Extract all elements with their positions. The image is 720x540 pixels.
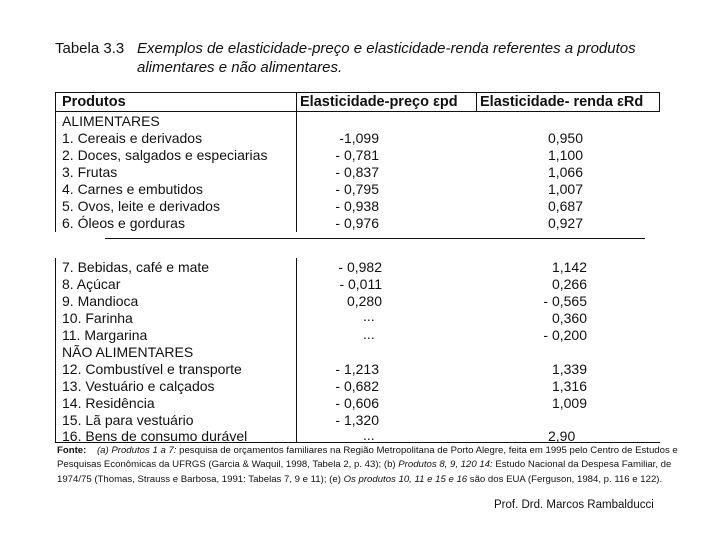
note-products-8-14: Produtos 8, 9, 120 14: (398, 459, 493, 471)
header-price-elasticity: Elasticidade-preço εpd (300, 94, 458, 110)
row-price: ... (363, 326, 375, 342)
row-income: 1,316 (551, 378, 587, 394)
row-name: 10. Farinha (62, 310, 133, 326)
col-divider-2 (476, 92, 477, 112)
note-text-b: Estudo Nacional da Despesa Familiar, de 1974/75 (Thomas, Strauss e Barbosa, 1991: Tabelas 7, 9 e 11); (e) (57, 459, 672, 485)
left-border-bottom (55, 258, 56, 442)
row-income: 1,339 (551, 361, 587, 377)
row-name: 1. Cereais e derivados (62, 130, 203, 146)
note-products-1-7: (a) Produtos 1 a 7: (96, 445, 177, 456)
row-income: 0,266 (551, 276, 587, 292)
source-notes (57, 444, 697, 487)
mid-rule (105, 238, 645, 239)
row-income: 1,142 (551, 259, 587, 275)
row-price: 0,280 (346, 293, 382, 309)
row-income: 0,950 (547, 130, 583, 146)
left-border-top (55, 92, 56, 232)
row-income: 1,007 (547, 181, 583, 197)
row-price: - 0,011 (339, 276, 382, 292)
note-text-c: são dos EUA (Ferguson, 1984, p. 116 e 122). (469, 473, 663, 485)
row-income: 1,066 (547, 164, 583, 180)
row-price: -1,099 (339, 130, 379, 146)
row-name: 4. Carnes e embutidos (62, 181, 203, 197)
row-name: 13. Vestuário e calçados (62, 378, 215, 394)
table-label: Tabela 3.3 (55, 40, 125, 57)
row-name: 6. Óleos e gorduras (62, 215, 185, 231)
row-income: 0,927 (547, 215, 583, 231)
source-label: Fonte: (57, 445, 87, 456)
row-name: 7. Bebidas, café e mate (62, 259, 210, 275)
author-signature: Prof. Drd. Marcos Rambalducci (494, 499, 654, 511)
row-name: 2. Doces, salgados e especiarias (62, 147, 268, 163)
row-income: 0,687 (547, 198, 583, 214)
row-income: - 0,565 (543, 293, 587, 309)
row-price: - 0,938 (335, 198, 379, 214)
note-text-a: pesquisa de orçamentos familiares na Região Metropolitana de Porto Alegre, feita em 1995 pelo Centro de Estudos e Pesquisas Econômicas da UFRGS (Garcia & Waquil, 1998, Tabela 2, p. 43); (b) (57, 445, 678, 471)
row-price: - 0,982 (338, 259, 382, 275)
row-price: - 0,682 (335, 378, 379, 394)
table-top-rule (55, 92, 660, 93)
row-price: - 0,837 (335, 164, 379, 180)
header-products: Produtos (62, 94, 126, 110)
row-name: 16. Bens de consumo durável (62, 428, 248, 444)
row-price: - 0,781 (335, 147, 379, 163)
row-name: 8. Açúcar (62, 276, 121, 292)
row-price: ... (363, 427, 375, 443)
row-name: 5. Ovos, leite e derivados (62, 198, 220, 214)
table-title: Exemplos de elasticidade-preço e elasticidade-renda referentes a produtos alimentares e não alimentares. (137, 40, 636, 76)
col-divider-1-top (296, 92, 297, 232)
section-food: ALIMENTARES (62, 113, 160, 129)
row-income: 1,009 (551, 395, 587, 411)
row-price: ... (363, 308, 375, 324)
header-income-elasticity: Elasticidade- renda εRd (480, 94, 644, 110)
row-name: 15. Lã para vestuário (62, 412, 194, 428)
row-name: 3. Frutas (62, 164, 118, 180)
row-income: 2,90 (548, 428, 576, 444)
row-price: - 0,795 (335, 181, 379, 197)
row-price: - 0,976 (335, 215, 379, 231)
row-price: - 1,320 (335, 412, 379, 428)
row-name: 12. Combustível e transporte (62, 361, 242, 377)
header-rule (55, 111, 660, 112)
row-price: - 1,213 (335, 361, 379, 377)
row-income: 1,100 (547, 147, 583, 163)
col-divider-1-bottom (296, 258, 297, 442)
section-nonfood: NÃO ALIMENTARES (62, 344, 194, 360)
row-price: - 0,606 (335, 395, 379, 411)
row-name: 9. Mandioca (62, 293, 139, 309)
row-income: 0,360 (551, 310, 587, 326)
right-border (659, 92, 660, 112)
row-name: 14. Residência (62, 395, 155, 411)
note-products-10-16: Os produtos 10, 11 e 15 e 16 (343, 473, 468, 485)
row-name: 11. Margarina (62, 327, 148, 343)
row-income: - 0,200 (543, 327, 587, 343)
